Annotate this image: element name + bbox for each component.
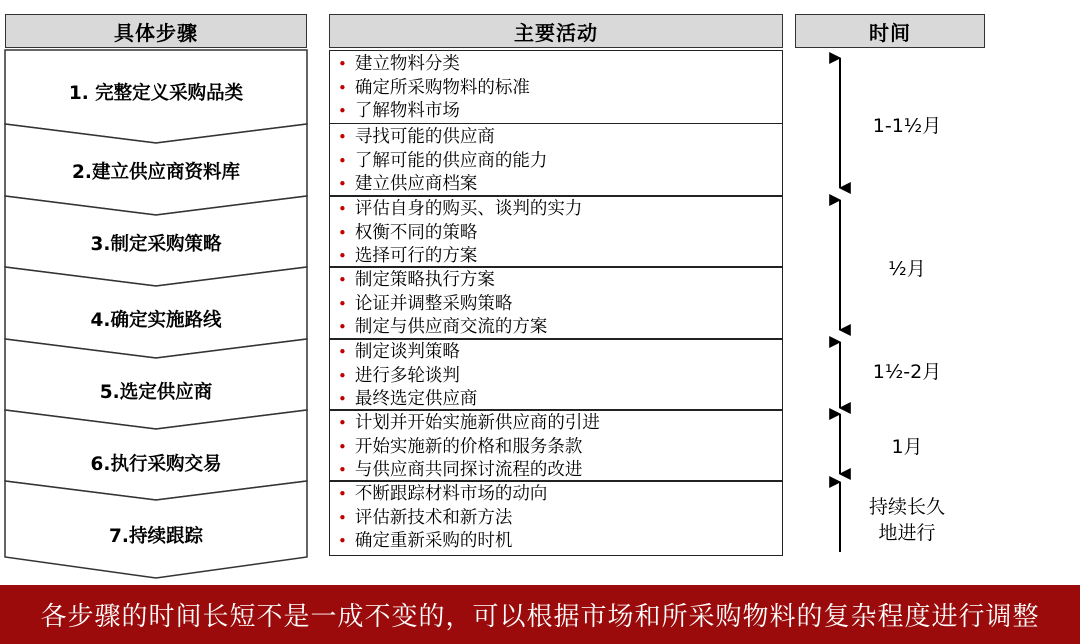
activity-item: • 计划并开始实施新供应商的引进 (338, 412, 782, 436)
step-label-4: 4.确定实施路线 (90, 310, 222, 331)
activity-item: • 建立物料分类 (338, 53, 782, 77)
activity-item: • 权衡不同的策略 (338, 222, 782, 246)
step-label-6: 6.执行采购交易 (90, 454, 222, 475)
activity-item: • 评估自身的购买、谈判的实力 (338, 198, 782, 222)
step-label-5: 5.选定供应商 (99, 382, 213, 403)
activity-item: • 进行多轮谈判 (338, 365, 782, 389)
activity-item: • 开始实施新的价格和服务条款 (338, 436, 782, 460)
activity-item: • 寻找可能的供应商 (338, 126, 782, 150)
time-column-header: 时间 (795, 14, 985, 48)
activity-item: • 最终选定供应商 (338, 388, 782, 412)
activities-column-header: 主要活动 (329, 14, 783, 48)
activity-item: • 了解物料市场 (338, 100, 782, 124)
activity-item: • 制定与供应商交流的方案 (338, 316, 782, 340)
step-label-3: 3.制定采购策略 (90, 234, 222, 255)
bottom-note-banner: 各步骤的时间长短不是一成不变的，可以根据市场和所采购物料的复杂程度进行调整 (0, 585, 1080, 644)
activity-item: • 建立供应商档案 (338, 173, 782, 197)
steps-column-header: 具体步骤 (5, 14, 307, 48)
time-label-4: 1月 (891, 436, 923, 458)
activity-item: • 确定所采购物料的标准 (338, 77, 782, 101)
time-label-2: ½月 (888, 258, 926, 280)
activity-item: • 确定重新采购的时机 (338, 530, 782, 554)
step-label-1: 1. 完整定义采购品类 (68, 83, 244, 104)
activity-item: • 选择可行的方案 (338, 245, 782, 269)
time-label-3: 1½-2月 (872, 361, 942, 383)
activity-item: • 制定谈判策略 (338, 341, 782, 365)
time-label-1: 1-1½月 (872, 115, 942, 137)
step-label-7: 7.持续跟踪 (109, 526, 203, 547)
activity-item: • 论证并调整采购策略 (338, 293, 782, 317)
activity-item: • 不断跟踪材料市场的动向 (338, 483, 782, 507)
time-label-5: 持续长久 地进行 (868, 496, 945, 544)
activity-item: • 制定策略执行方案 (338, 269, 782, 293)
activity-item: • 评估新技术和新方法 (338, 507, 782, 531)
activity-item: • 了解可能的供应商的能力 (338, 150, 782, 174)
activity-item: • 与供应商共同探讨流程的改进 (338, 459, 782, 483)
step-label-2: 2.建立供应商资料库 (72, 162, 240, 183)
